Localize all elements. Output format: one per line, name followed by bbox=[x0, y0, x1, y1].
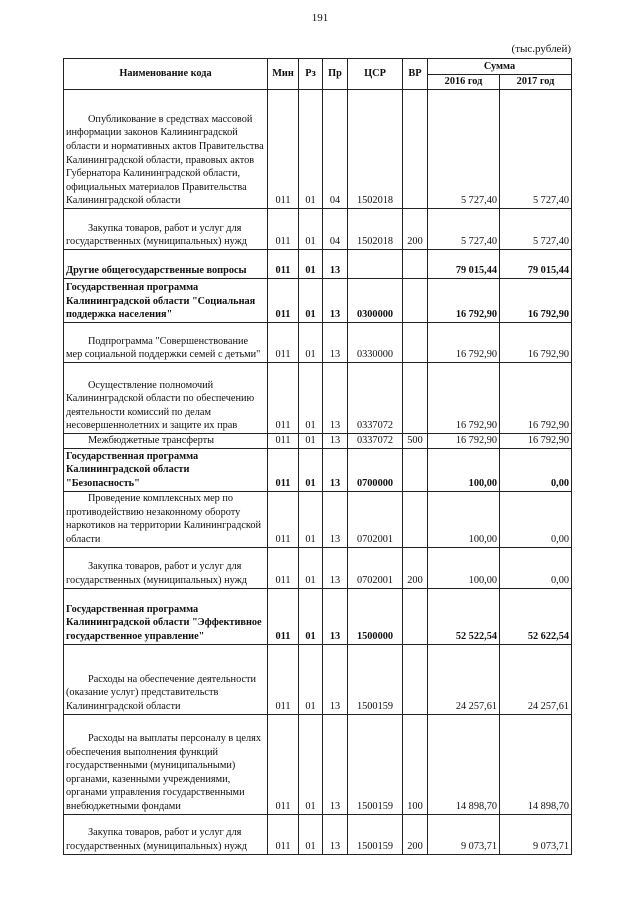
row-vr bbox=[403, 323, 428, 363]
row-vr: 100 bbox=[403, 714, 428, 814]
row-csr: 0330000 bbox=[348, 323, 403, 363]
row-sum-2017: 24 257,61 bbox=[500, 644, 572, 714]
row-min: 011 bbox=[268, 250, 299, 279]
row-pr: 13 bbox=[323, 434, 348, 449]
row-min: 011 bbox=[268, 90, 299, 209]
header-pr: Пр bbox=[323, 59, 348, 90]
row-vr: 200 bbox=[403, 209, 428, 250]
row-min: 011 bbox=[268, 279, 299, 323]
row-csr: 0337072 bbox=[348, 434, 403, 449]
row-csr: 1502018 bbox=[348, 90, 403, 209]
row-sum-2016: 100,00 bbox=[428, 491, 500, 547]
row-csr: 1500159 bbox=[348, 814, 403, 854]
row-sum-2016: 16 792,90 bbox=[428, 363, 500, 434]
table-row bbox=[64, 588, 572, 644]
row-min: 011 bbox=[268, 547, 299, 588]
row-rz: 01 bbox=[299, 250, 323, 279]
row-pr: 13 bbox=[323, 363, 348, 434]
row-sum-2017: 79 015,44 bbox=[500, 250, 572, 279]
row-sum-2016: 14 898,70 bbox=[428, 714, 500, 814]
row-pr: 13 bbox=[323, 588, 348, 644]
row-vr: 500 bbox=[403, 434, 428, 449]
row-name: Государственная программа Калининградской области "Социальная поддержка населения" bbox=[64, 279, 268, 323]
table-row bbox=[64, 90, 572, 209]
row-vr bbox=[403, 644, 428, 714]
row-vr bbox=[403, 250, 428, 279]
row-min: 011 bbox=[268, 491, 299, 547]
row-sum-2016: 16 792,90 bbox=[428, 279, 500, 323]
row-rz: 01 bbox=[299, 434, 323, 449]
row-vr bbox=[403, 279, 428, 323]
row-sum-2016: 5 727,40 bbox=[428, 90, 500, 209]
header-name: Наименование кода bbox=[64, 59, 268, 90]
row-vr bbox=[403, 448, 428, 491]
row-name: Расходы на выплаты персоналу в целях обеспечения выполнения функций государственными (муниципальными) органами, казенными учреждениями, органами управления государственными внебюджетными фондами bbox=[64, 714, 268, 814]
row-rz: 01 bbox=[299, 491, 323, 547]
row-rz: 01 bbox=[299, 323, 323, 363]
row-sum-2017: 0,00 bbox=[500, 547, 572, 588]
row-min: 011 bbox=[268, 434, 299, 449]
row-name: Межбюджетные трансферты bbox=[64, 434, 268, 449]
row-csr: 0702001 bbox=[348, 547, 403, 588]
header-csr: ЦСР bbox=[348, 59, 403, 90]
row-sum-2016: 100,00 bbox=[428, 448, 500, 491]
row-csr: 0702001 bbox=[348, 491, 403, 547]
row-sum-2017: 0,00 bbox=[500, 448, 572, 491]
header-rz: Рз bbox=[299, 59, 323, 90]
row-rz: 01 bbox=[299, 814, 323, 854]
row-sum-2016: 100,00 bbox=[428, 547, 500, 588]
row-vr bbox=[403, 588, 428, 644]
row-pr: 13 bbox=[323, 814, 348, 854]
row-vr: 200 bbox=[403, 814, 428, 854]
header-sum: Сумма bbox=[428, 59, 572, 75]
row-min: 011 bbox=[268, 814, 299, 854]
row-sum-2017: 14 898,70 bbox=[500, 714, 572, 814]
row-pr: 13 bbox=[323, 279, 348, 323]
row-sum-2017: 16 792,90 bbox=[500, 279, 572, 323]
row-csr: 1500159 bbox=[348, 714, 403, 814]
row-sum-2016: 16 792,90 bbox=[428, 323, 500, 363]
row-name: Закупка товаров, работ и услуг для государственных (муниципальных) нужд bbox=[64, 814, 268, 854]
row-rz: 01 bbox=[299, 588, 323, 644]
row-sum-2017: 52 622,54 bbox=[500, 588, 572, 644]
row-sum-2016: 5 727,40 bbox=[428, 209, 500, 250]
table-row bbox=[64, 491, 572, 547]
header-min: Мин bbox=[268, 59, 299, 90]
unit-label: (тыс.рублей) bbox=[511, 43, 571, 55]
row-vr bbox=[403, 363, 428, 434]
row-name: Государственная программа Калининградской области "Безопасность" bbox=[64, 448, 268, 491]
row-pr: 13 bbox=[323, 250, 348, 279]
row-rz: 01 bbox=[299, 209, 323, 250]
row-sum-2017: 0,00 bbox=[500, 491, 572, 547]
row-rz: 01 bbox=[299, 547, 323, 588]
row-pr: 13 bbox=[323, 323, 348, 363]
row-csr: 0700000 bbox=[348, 448, 403, 491]
row-sum-2016: 9 073,71 bbox=[428, 814, 500, 854]
header-vr: ВР bbox=[403, 59, 428, 90]
table-row bbox=[64, 250, 572, 279]
table-row bbox=[64, 714, 572, 814]
row-min: 011 bbox=[268, 644, 299, 714]
header-year-2016: 2016 год bbox=[428, 75, 500, 90]
table-row bbox=[64, 547, 572, 588]
row-rz: 01 bbox=[299, 714, 323, 814]
row-min: 011 bbox=[268, 209, 299, 250]
row-vr: 200 bbox=[403, 547, 428, 588]
row-sum-2017: 5 727,40 bbox=[500, 209, 572, 250]
row-name: Расходы на обеспечение деятельности (оказание услуг) представительств Калининградской области bbox=[64, 644, 268, 714]
row-name: Другие общегосударственные вопросы bbox=[64, 250, 268, 279]
row-sum-2017: 16 792,90 bbox=[500, 323, 572, 363]
row-sum-2016: 52 522,54 bbox=[428, 588, 500, 644]
row-pr: 04 bbox=[323, 90, 348, 209]
row-name: Государственная программа Калининградской области "Эффективное государственное управление" bbox=[64, 588, 268, 644]
row-rz: 01 bbox=[299, 644, 323, 714]
row-vr bbox=[403, 491, 428, 547]
row-pr: 13 bbox=[323, 448, 348, 491]
row-sum-2017: 16 792,90 bbox=[500, 434, 572, 449]
row-pr: 13 bbox=[323, 491, 348, 547]
table-row bbox=[64, 644, 572, 714]
table-row bbox=[64, 323, 572, 363]
table-row bbox=[64, 434, 572, 449]
row-rz: 01 bbox=[299, 363, 323, 434]
row-name: Проведение комплексных мер по противодействию незаконному обороту наркотиков на территории Калининградской области bbox=[64, 491, 268, 547]
row-csr: 0300000 bbox=[348, 279, 403, 323]
row-min: 011 bbox=[268, 363, 299, 434]
row-sum-2017: 9 073,71 bbox=[500, 814, 572, 854]
table-row bbox=[64, 363, 572, 434]
row-csr: 1500000 bbox=[348, 588, 403, 644]
row-sum-2017: 16 792,90 bbox=[500, 363, 572, 434]
row-sum-2016: 16 792,90 bbox=[428, 434, 500, 449]
row-pr: 13 bbox=[323, 547, 348, 588]
row-sum-2017: 5 727,40 bbox=[500, 90, 572, 209]
table-body bbox=[64, 90, 572, 855]
row-csr: 1502018 bbox=[348, 209, 403, 250]
row-csr: 1500159 bbox=[348, 644, 403, 714]
row-sum-2016: 24 257,61 bbox=[428, 644, 500, 714]
row-csr bbox=[348, 250, 403, 279]
row-name: Закупка товаров, работ и услуг для государственных (муниципальных) нужд bbox=[64, 547, 268, 588]
row-min: 011 bbox=[268, 323, 299, 363]
row-name: Подпрограмма "Совершенствование мер социальной поддержки семей с детьми" bbox=[64, 323, 268, 363]
row-csr: 0337072 bbox=[348, 363, 403, 434]
row-pr: 13 bbox=[323, 714, 348, 814]
table-row bbox=[64, 209, 572, 250]
row-name: Опубликование в средствах массовой информации законов Калининградской области и нормативных актов Правительства Калининградской области, правовых актов Губернатора Калининградской области, официальных материалов Правительства Калининградской области bbox=[64, 90, 268, 209]
row-pr: 13 bbox=[323, 644, 348, 714]
row-vr bbox=[403, 90, 428, 209]
table-row bbox=[64, 279, 572, 323]
row-min: 011 bbox=[268, 714, 299, 814]
header-year-2017: 2017 год bbox=[500, 75, 572, 90]
row-min: 011 bbox=[268, 448, 299, 491]
row-sum-2016: 79 015,44 bbox=[428, 250, 500, 279]
table-row bbox=[64, 448, 572, 491]
page-number: 191 bbox=[311, 12, 329, 24]
row-rz: 01 bbox=[299, 279, 323, 323]
row-rz: 01 bbox=[299, 90, 323, 209]
row-rz: 01 bbox=[299, 448, 323, 491]
row-name: Осуществление полномочий Калининградской области по обеспечению деятельности комиссий по делам несовершеннолетних и защите их прав bbox=[64, 363, 268, 434]
table-row bbox=[64, 814, 572, 854]
row-name: Закупка товаров, работ и услуг для государственных (муниципальных) нужд bbox=[64, 209, 268, 250]
row-min: 011 bbox=[268, 588, 299, 644]
row-pr: 04 bbox=[323, 209, 348, 250]
budget-table bbox=[63, 58, 572, 855]
